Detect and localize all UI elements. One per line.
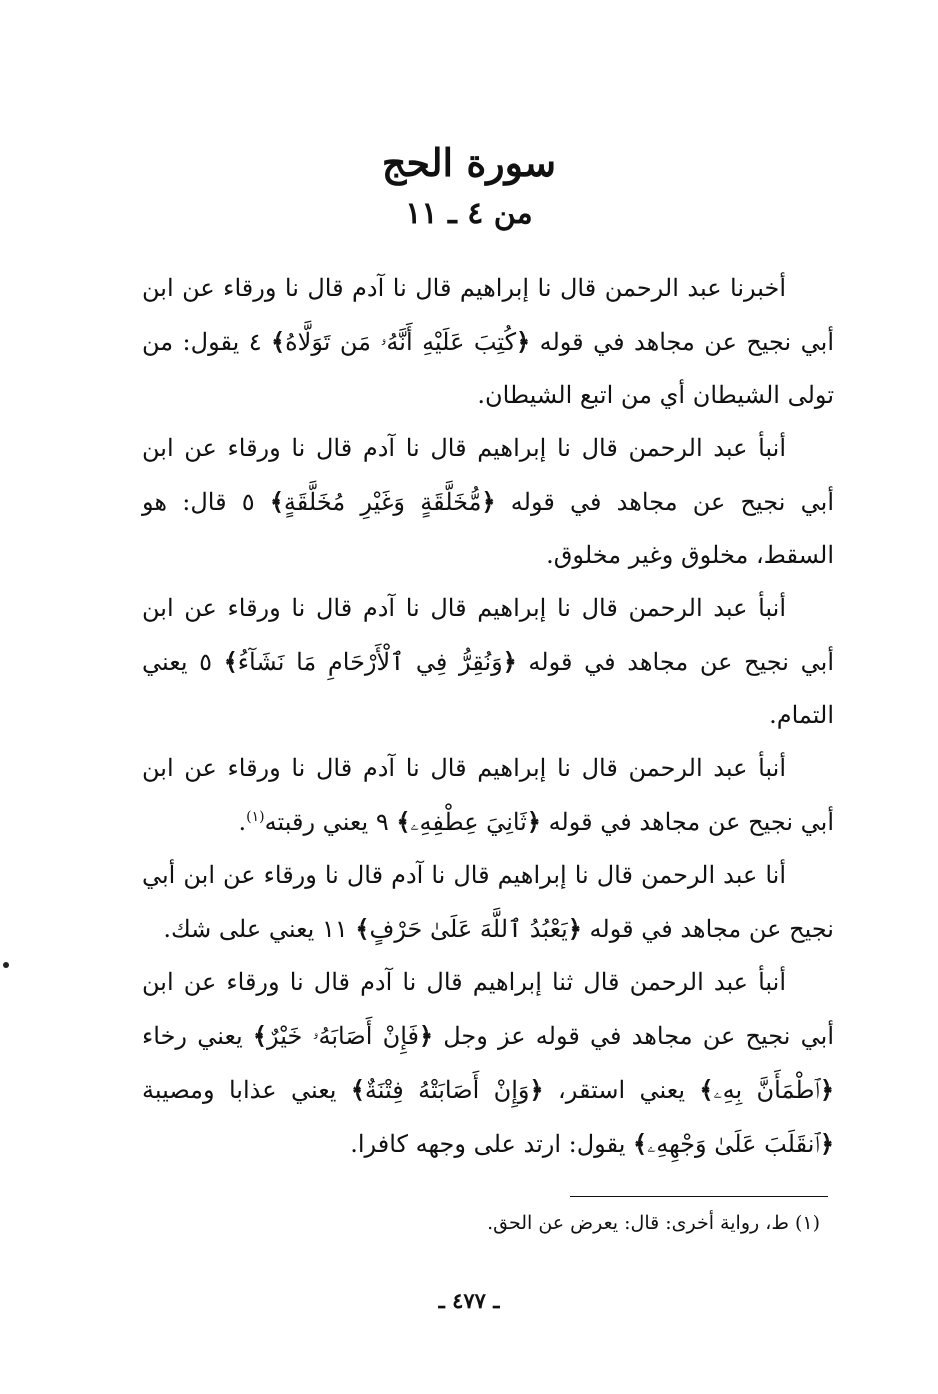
quran-bracket-close: ﴾: [699, 1075, 714, 1104]
narration-text: أنا عبد الرحمن قال نا إبراهيم قال نا آدم قال نا ورقاء عن ابن أبي نجيح عن مجاهد في قوله: [142, 861, 834, 943]
narration-text: أخبرنا عبد الرحمن قال نا إبراهيم قال نا آدم قال نا ورقاء عن ابن أبي نجيح عن مجاهد في قوله: [142, 274, 835, 356]
quran-bracket-open: ﴿: [526, 807, 541, 836]
explanation-text: ١١ يعني على شك.: [163, 915, 356, 943]
commentary-paragraph: [142, 262, 834, 422]
quran-bracket-open: ﴿: [502, 647, 517, 676]
narration-text: أنبأ عبد الرحمن قال نا إبراهيم قال نا آدم قال نا ورقاء عن ابن أبي نجيح عن مجاهد في قوله: [142, 754, 834, 836]
explanation-text: ٩ يعني رقبته: [264, 808, 397, 836]
footnote: (١) ط، رواية أخرى: قال: يعرض عن الحق.: [487, 1212, 820, 1234]
quran-bracket-open: ﴿: [516, 327, 531, 356]
commentary-paragraph: [142, 422, 834, 582]
quran-bracket-open: ﴿: [418, 1021, 434, 1050]
quran-quote: وَإِنْ أَصَابَتْهُ فِتْنَةٌ: [364, 1076, 530, 1104]
surah-title: سورة الحج: [381, 140, 557, 185]
narration-text: أنبأ عبد الرحمن قال نا إبراهيم قال نا آدم قال نا ورقاء عن ابن أبي نجيح عن مجاهد في قوله: [142, 434, 835, 516]
margin-mark: [3, 962, 9, 968]
quran-bracket-close: ﴾: [350, 1075, 365, 1104]
quran-bracket-open: ﴿: [819, 1075, 834, 1104]
quran-bracket-close: ﴾: [271, 327, 286, 356]
quran-quote: وَنُقِرُّ فِي ٱلْأَرْحَامِ مَا نَشَآءُ: [237, 648, 503, 676]
quran-quote: كُتِبَ عَلَيْهِ أَنَّهُۥ مَن تَوَلَّاهُ: [285, 328, 517, 356]
page-number: ـ ٤٧٧ ـ: [438, 1288, 500, 1313]
quran-bracket-open: ﴿: [481, 487, 496, 516]
explanation-text: يعني رخاء: [142, 1022, 253, 1050]
quran-quote: مُّخَلَّقَةٍ وَغَيْرِ مُخَلَّقَةٍ: [283, 488, 482, 516]
quran-bracket-close: ﴾: [252, 1021, 267, 1050]
explanation-text: ٤ يقول: من تولى الشيطان أي من اتبع الشيطان.: [142, 328, 834, 409]
commentary-paragraph: [142, 742, 834, 849]
quran-bracket-open: ﴿: [529, 1075, 544, 1104]
quran-bracket-close: ﴾: [355, 914, 370, 943]
quran-bracket-close: ﴾: [223, 647, 238, 676]
quran-quote: ٱطْمَأَنَّ بِهِۦ: [713, 1076, 820, 1104]
quran-bracket-close: ﴾: [396, 807, 411, 836]
quran-bracket-close: ﴾: [269, 487, 284, 516]
quran-quote: فَإِنْ أَصَابَهُۥ خَيْرٌ: [266, 1022, 419, 1050]
footnote-reference[interactable]: (١): [246, 809, 265, 825]
commentary-body: [142, 262, 834, 1171]
quran-quote: ثَانِيَ عِطْفِهِۦ: [410, 808, 527, 836]
commentary-paragraph: [142, 582, 834, 742]
explanation-text: يعني عذابا ومصيبة: [142, 1076, 351, 1104]
commentary-paragraph: [142, 849, 834, 956]
quran-quote: يَعْبُدُ ٱللَّهَ عَلَىٰ حَرْفٍ: [369, 915, 568, 943]
explanation-text: ٥ قال: هو السقط، مخلوق وغير مخلوق.: [142, 488, 834, 569]
narration-text: أنبأ عبد الرحمن قال نا إبراهيم قال نا آدم قال نا ورقاء عن ابن أبي نجيح عن مجاهد في قوله: [142, 594, 834, 676]
ayah-range: من ٤ ـ ١١: [405, 196, 533, 231]
quran-bracket-close: ﴾: [633, 1129, 648, 1158]
narration-text: أنبأ عبد الرحمن قال ثنا إبراهيم قال نا آدم قال نا ورقاء عن ابن أبي نجيح عن مجاهد في قوله عز وجل: [142, 968, 834, 1050]
explanation-text: يقول: ارتد على وجهه كافرا.: [350, 1130, 634, 1158]
quran-bracket-open: ﴿: [819, 1129, 834, 1158]
commentary-paragraph: [142, 956, 834, 1171]
footnote-divider: [570, 1196, 828, 1197]
quran-quote: ٱنقَلَبَ عَلَىٰ وَجْهِهِۦ: [647, 1130, 820, 1158]
explanation-text: يعني استقر،: [543, 1076, 700, 1104]
quran-bracket-open: ﴿: [567, 914, 582, 943]
explanation-text: ٥ يعني التمام.: [142, 648, 834, 729]
explanation-text-end: .: [238, 808, 247, 836]
